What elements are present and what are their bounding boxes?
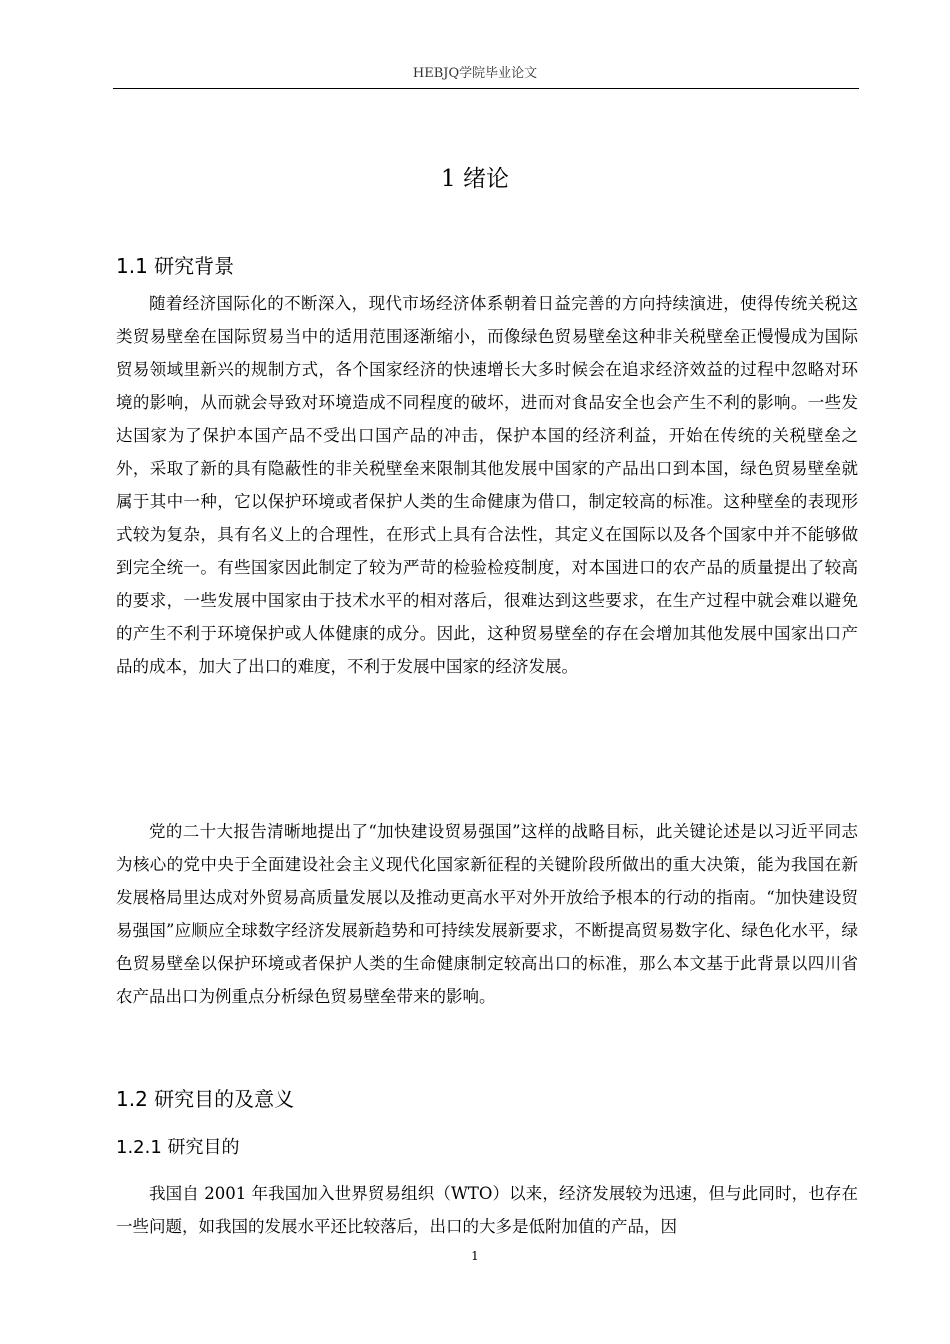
paragraph-background-1: 随着经济国际化的不断深入，现代市场经济体系朝着日益完善的方向持续演进，使得传统关税这类贸易壁垒在国际贸易当中的适用范围逐渐缩小，而像绿色贸易壁垒这种非关税壁垒正慢慢成为国际贸易领域里新兴的规制方式，各个国家经济的快速增长大多时候会在追求经济效益的过程中忽略对环境的影响，从而就会导致对环境造成不同程度的破坏，进而对食品安全也会产生不利的影响。一些发达国家为了保护本国产品不受出口国产品的冲击，保护本国的经济利益，开始在传统的关税壁垒之外，采取了新的具有隐蔽性的非关税壁垒来限制其他发展中国家的产品出口到本国，绿色贸易壁垒就属于其中一种，它以保护环境或者保护人类的生命健康为借口，制定较高的标准。这种壁垒的表现形式较为复杂，具有名义上的合理性，在形式上具有合法性，其定义在国际以及各个国家中并不能够做到完全统一。有些国家因此制定了较为严苛的检验检疫制度，对本国进口的农产品的质量提出了较高的要求，一些发展中国家由于技术水平的相对落后，很难达到这些要求，在生产过程中就会难以避免的产生不利于环境保护或人体健康的成分。因此，这种贸易壁垒的存在会增加其他发展中国家出口产品的成本，加大了出口的难度，不利于发展中国家的经济发展。 [116, 294, 858, 676]
running-header: HEBJQ学院毕业论文 [412, 66, 538, 81]
subsection-heading-1-2-1: 1.2.1 研究目的 [116, 1137, 240, 1158]
section-heading-1-2: 1.2 研究目的及意义 [116, 1087, 295, 1111]
page-number: 1 [471, 1249, 479, 1263]
paragraph-background-2: 党的二十大报告清晰地提出了“加快建设贸易强国”这样的战略目标，此关键论述是以习近平同志为核心的党中央于全面建设社会主义现代化国家新征程的关键阶段所做出的重大决策，能为我国在新发展格局里达成对外贸易高质量发展以及推动更高水平对外开放给予根本的行动的指南。“加快建设贸易强国”应顺应全球数字经济发展新趋势和可持续发展新要求，不断提高贸易数字化、绿色化水平，绿色贸易壁垒以保护环境或者保护人类的生命健康制定较高出口的标准，那么本文基于此背景以四川省农产品出口为例重点分析绿色贸易壁垒带来的影响。 [116, 822, 858, 1006]
section-heading-1-1: 1.1 研究背景 [116, 254, 235, 278]
header-rule [113, 88, 859, 89]
paragraph-purpose-1: 我国自 2001 年我国加入世界贸易组织（WTO）以来，经济发展较为迅速，但与此同时，也存在一些问题，如我国的发展水平还比较落后，出口的大多是低附加值的产品，因 [116, 1184, 858, 1236]
chapter-title: 1 绪论 [441, 166, 509, 192]
